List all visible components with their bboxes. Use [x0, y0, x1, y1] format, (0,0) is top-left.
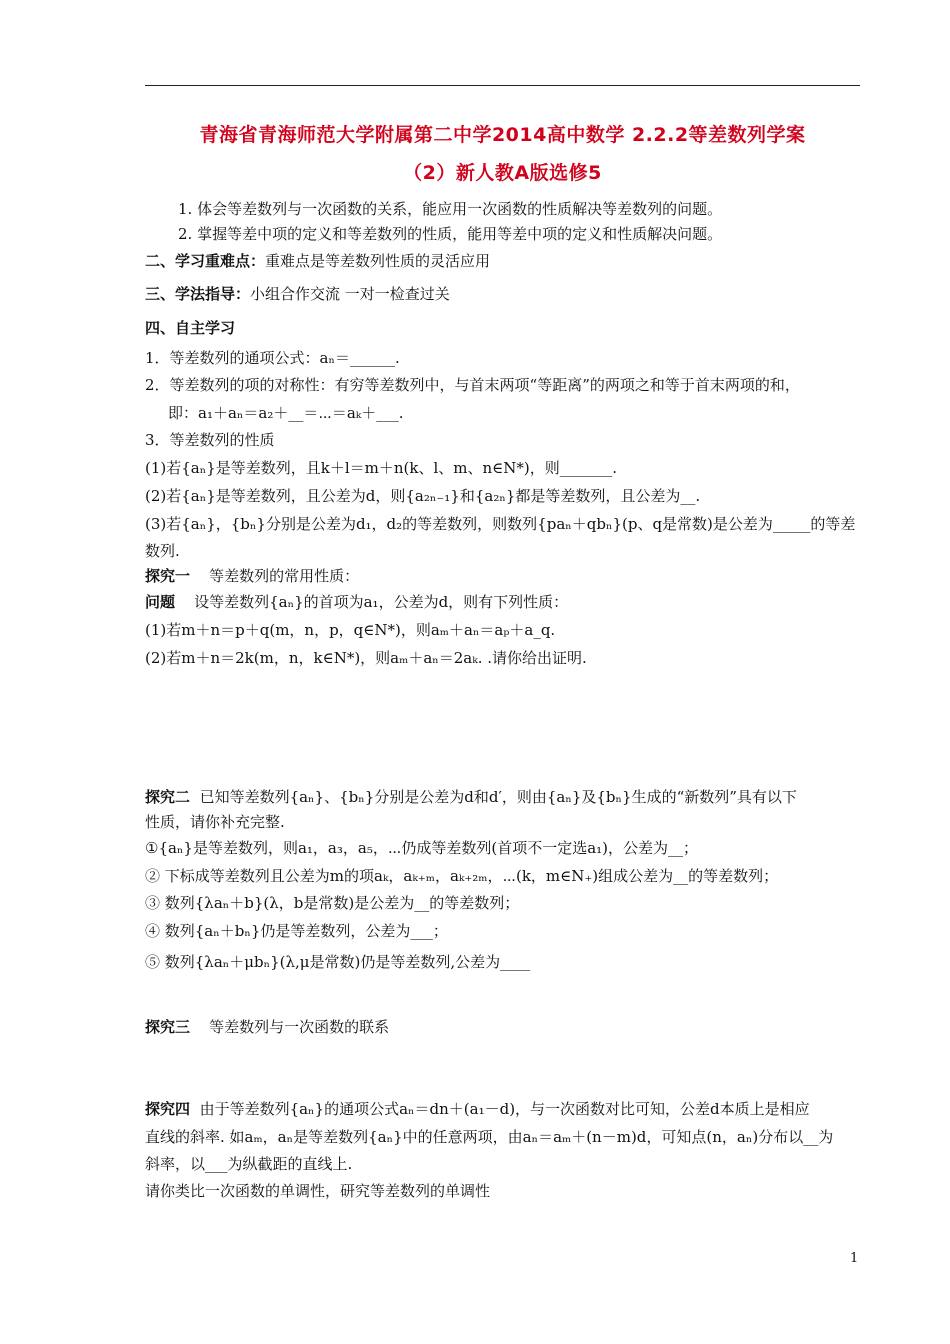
doc-title-line2: （2）新人教A版选修5: [403, 162, 602, 184]
section-key-points: [145, 251, 865, 271]
explore3-heading: [145, 1017, 865, 1037]
section-text: 重难点是等差数列性质的灵活应用: [265, 252, 491, 270]
explore-label: 探究一: [145, 567, 191, 585]
explore2-text: 已知等差数列{aₙ}、{bₙ}分别是公差为d和d′，则由{aₙ}及{bₙ}生成的“新数列”具有以下: [199, 788, 797, 806]
explore4-line3: 斜率，以___为纵截距的直线上.: [145, 1155, 353, 1173]
question-label: 问题: [145, 593, 176, 611]
explore1-item-1: (1)若m＋n＝p＋q(m，n，p，q∈N*)，则aₘ＋aₙ＝aₚ＋a_q.: [145, 621, 556, 639]
explore2-item-2: ② 下标成等差数列且公差为m的项aₖ，aₖ₊ₘ，aₖ₊₂ₘ，⋯(k，m∈N₊)组成公差为__的等差数列；: [145, 867, 779, 885]
section-self-study: 四、自主学习: [145, 319, 236, 337]
explore4-line2: 直线的斜率. 如aₘ，aₙ是等差数列{aₙ}中的任意两项，由aₙ＝aₘ＋(n－m)d，可知点(n，aₙ)分布以__为: [145, 1128, 834, 1146]
section-method: [145, 284, 865, 304]
explore4-line1: [145, 1099, 865, 1119]
study-item-1: 1．等差数列的通项公式：aₙ＝______.: [145, 349, 400, 367]
question-text: 设等差数列{aₙ}的首项为a₁，公差为d，则有下列性质：: [194, 593, 569, 611]
section-text: 小组合作交流 一对一检查过关: [250, 285, 450, 303]
explore2-line1: [145, 787, 865, 807]
explore-title: 等差数列的常用性质：: [209, 567, 360, 585]
explore2-item-4: ④ 数列{aₙ＋bₙ}仍是等差数列，公差为___；: [145, 922, 448, 940]
page-number: 1: [850, 1251, 859, 1266]
objective-1: 1. 体会等差数列与一次函数的关系，能应用一次函数的性质解决等差数列的问题。: [178, 200, 723, 218]
doc-title-line1: 青海省青海师范大学附属第二中学2014高中数学 2.2.2等差数列学案: [199, 124, 806, 146]
objective-2: 2. 掌握等差中项的定义和等差数列的性质，能用等差中项的定义和性质解决问题。: [178, 225, 723, 243]
explore1-item-2: (2)若m＋n＝2k(m，n，k∈N*)，则aₘ＋aₙ＝2aₖ. .请你给出证明.: [145, 649, 587, 667]
explore1-heading: [145, 566, 865, 586]
header-rule: [145, 85, 860, 86]
explore-label: 探究三: [145, 1018, 191, 1036]
explore2-line2: 性质，请你补充完整.: [145, 813, 285, 831]
explore1-question: [145, 592, 865, 612]
explore4-line4: 请你类比一次函数的单调性，研究等差数列的单调性: [145, 1182, 491, 1200]
explore-title: 等差数列与一次函数的联系: [209, 1018, 390, 1036]
section-label: 三、学法指导：: [145, 285, 251, 303]
study-property-3-cont: 数列.: [145, 542, 180, 560]
explore2-item-5: ⑤ 数列{λaₙ＋μbₙ}(λ,μ是常数)仍是等差数列,公差为____: [145, 953, 531, 971]
section-label: 二、学习重难点：: [145, 252, 266, 270]
study-item-2-cont: 即：a₁＋aₙ＝a₂＋__＝⋯＝aₖ＋___.: [168, 404, 404, 422]
explore2-item-3: ③ 数列{λaₙ＋b}(λ，b是常数)是公差为__的等差数列；: [145, 894, 520, 912]
explore2-item-1: ①{aₙ}是等差数列，则a₁，a₃，a₅，⋯仍成等差数列(首项不一定选a₁)，公差为__；: [145, 839, 698, 857]
study-item-3: 3．等差数列的性质: [145, 431, 275, 449]
explore-label: 探究四: [145, 1100, 191, 1118]
explore4-text: 由于等差数列{aₙ}的通项公式aₙ＝dn＋(a₁－d)，与一次函数对比可知，公差d本质上是相应: [199, 1100, 810, 1118]
study-property-2: (2)若{aₙ}是等差数列，且公差为d，则{a₂ₙ₋₁}和{a₂ₙ}都是等差数列，且公差为__.: [145, 487, 701, 505]
explore-label: 探究二: [145, 788, 191, 806]
study-property-3: (3)若{aₙ}，{bₙ}分别是公差为d₁，d₂的等差数列，则数列{paₙ＋qbₙ}(p、q是常数)是公差为_____的等差: [145, 515, 856, 533]
study-property-1: (1)若{aₙ}是等差数列，且k＋l＝m＋n(k、l、m、n∈N*)，则_______.: [145, 459, 618, 477]
study-item-2: 2．等差数列的项的对称性：有穷等差数列中，与首末两项“等距离”的两项之和等于首末两项的和，: [145, 376, 800, 394]
